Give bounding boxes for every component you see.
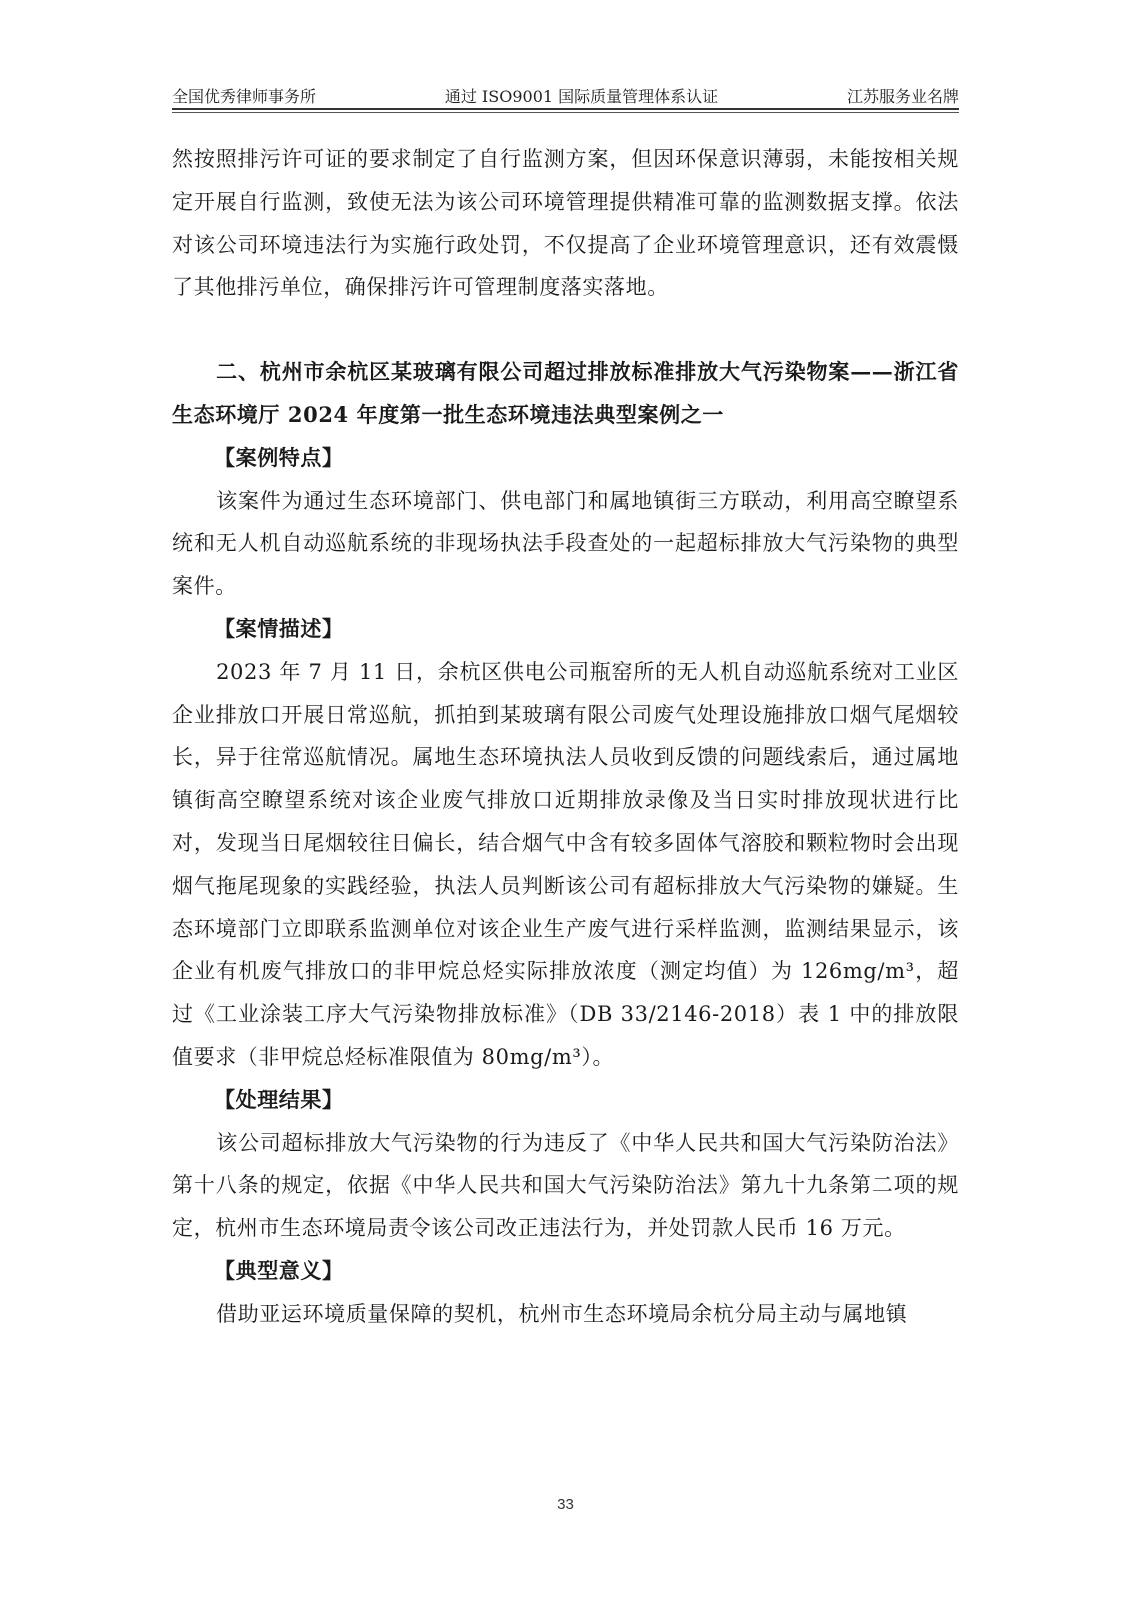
header-right-text: 江苏服务业名牌 (846, 87, 959, 106)
subheading-case-features: 【案例特点】 (214, 444, 344, 470)
paragraph-case-features: 该案件为通过生态环境部门、供电部门和属地镇街三方联动，利用高空瞭望系统和无人机自动巡航系统的非现场执法手段查处的一起超标排放大气污染物的典型案件。 (172, 488, 959, 599)
page-content (172, 138, 959, 1336)
paragraph-continuation: 然按照排污许可证的要求制定了自行监测方案，但因环保意识薄弱，未能按相关规定开展自行监测，致使无法为该公司环境管理提供精准可靠的监测数据支撑。依法对该公司环境违法行为实施行政处罚，不仅提高了企业环境管理意识，还有效震慑了其他排污单位，确保排污许可管理制度落实落地。 (172, 147, 959, 300)
paragraph-case-description: 2023 年 7 月 11 日，余杭区供电公司瓶窑所的无人机自动巡航系统对工业区企业排放口开展日常巡航，抓拍到某玻璃有限公司废气处理设施排放口烟气尾烟较长，异于往常巡航情况。属地生态环境执法人员收到反馈的问题线索后，通过属地镇街高空瞭望系统对该企业废气排放口近期排放录像及当日实时排放现状进行比对，发现当日尾烟较往日偏长，结合烟气中含有较多固体气溶胶和颗粒物时会出现烟气拖尾现象的实践经验，执法人员判断该公司有超标排放大气污染物的嫌疑。生态环境部门立即联系监测单位对该企业生产废气进行采样监测，监测结果显示，该企业有机废气排放口的非甲烷总烃实际排放浓度（测定均值）为 126mg/m³，超过《工业涂装工序大气污染物排放标准》（DB 33/2146-2018）表 1 中的排放限值要求（非甲烷总烃标准限值为 80mg/m³）。 (172, 659, 959, 1069)
header-rule-thick (172, 108, 959, 110)
header-left-text: 全国优秀律师事务所 (172, 87, 317, 106)
subheading-handling-result: 【处理结果】 (214, 1086, 344, 1112)
header-rule-thin (172, 112, 959, 113)
header-center-text: 通过 ISO9001 国际质量管理体系认证 (444, 87, 719, 106)
subheading-typical-significance: 【典型意义】 (214, 1257, 344, 1283)
section-title: 二、杭州市余杭区某玻璃有限公司超过排放标准排放大气污染物案——浙江省生态环境厅 2024 年度第一批生态环境违法典型案例之一 (172, 359, 959, 427)
paragraph-typical-significance: 借助亚运环境质量保障的契机，杭州市生态环境局余杭分局主动与属地镇 (216, 1301, 908, 1326)
page-header (172, 80, 959, 108)
subheading-case-description: 【案情描述】 (214, 615, 344, 641)
paragraph-handling-result: 该公司超标排放大气污染物的行为违反了《中华人民共和国大气污染防治法》第十八条的规定，依据《中华人民共和国大气污染防治法》第九十九条第二项的规定，杭州市生态环境局责令该公司改正违法行为，并处罚款人民币 16 万元。 (172, 1130, 959, 1241)
page-number: 33 (557, 1496, 574, 1513)
